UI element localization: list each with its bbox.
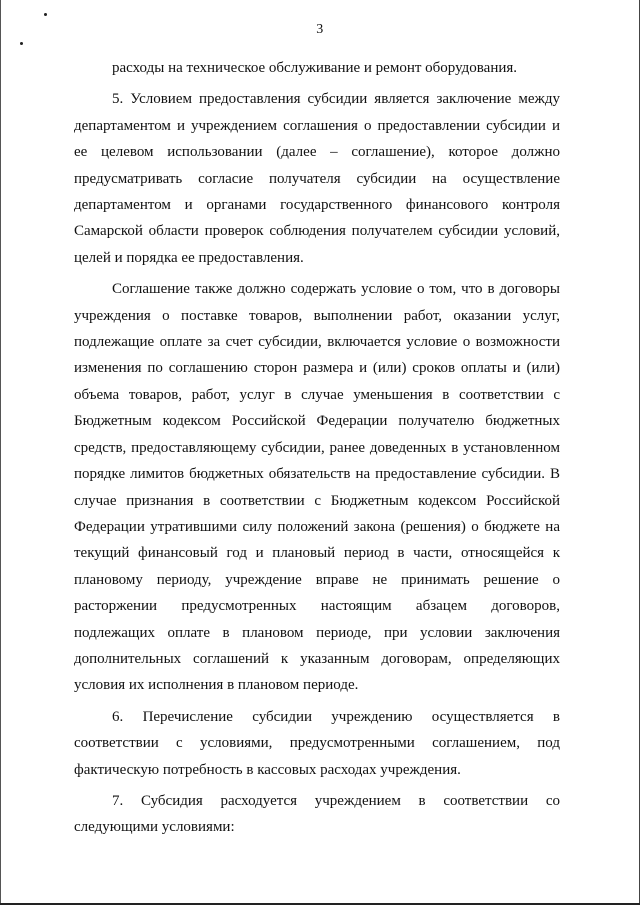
paragraph-item-7: 7. Субсидия расходуется учреждением в соответствии со следующими условиями: bbox=[74, 792, 560, 836]
scan-speck bbox=[20, 42, 23, 45]
paragraph-continuation: расходы на техническое обслуживание и ремонт оборудования. bbox=[112, 60, 518, 76]
scan-speck bbox=[44, 13, 47, 16]
paragraph-item-5: 5. Условием предоставления субсидии является заключение между департаментом и учреждением соглашения о предоставлении субсидии и ее целевом использовании (далее – соглашение), которое должно предусматривать согласие получателя субсидии на осуществление департаментом и органами государственного финансового контроля Самарской области проверок соблюдения получателем субсидии условий, целей и порядка ее предоставления. bbox=[74, 91, 560, 266]
paragraph-agreement-terms: Соглашение также должно содержать условие о том, что в договоры учреждения о поставке товаров, выполнении работ, оказании услуг, подлежащие оплате за счет субсидии, включается условие о возможности изменения по соглашению сторон размера и (или) сроков оплаты и (или) объема товаров, работ, услуг в случае уменьшения в соответствии с Бюджетным кодексом Российской Федерации получателю бюджетных средств, предоставляющему субсидии, ранее доведенных в установленном порядке лимитов бюджетных обязательств на предоставление субсидии. В случае признания в соответствии с Бюджетным кодексом Российской Федерации утратившими силу положений закона (решения) о бюджете на текущий финансовый год и плановый период в части, относящейся к плановому периоду, учреждение вправе не принимать решение о расторжении предусмотренных настоящим абзацем договоров, подлежащих оплате в плановом периоде, при условии заключения дополнительных соглашений к указанным договорам, определяющих условия их исполнения в плановом периоде. bbox=[74, 281, 560, 694]
page-number: 3 bbox=[316, 22, 324, 37]
document-body bbox=[74, 55, 560, 841]
scan-left-edge bbox=[0, 0, 1, 905]
paragraph-item-6: 6. Перечисление субсидии учреждению осуществляется в соответствии с условиями, предусмотренными соглашением, под фактическую потребность в кассовых расходах учреждения. bbox=[74, 708, 560, 778]
